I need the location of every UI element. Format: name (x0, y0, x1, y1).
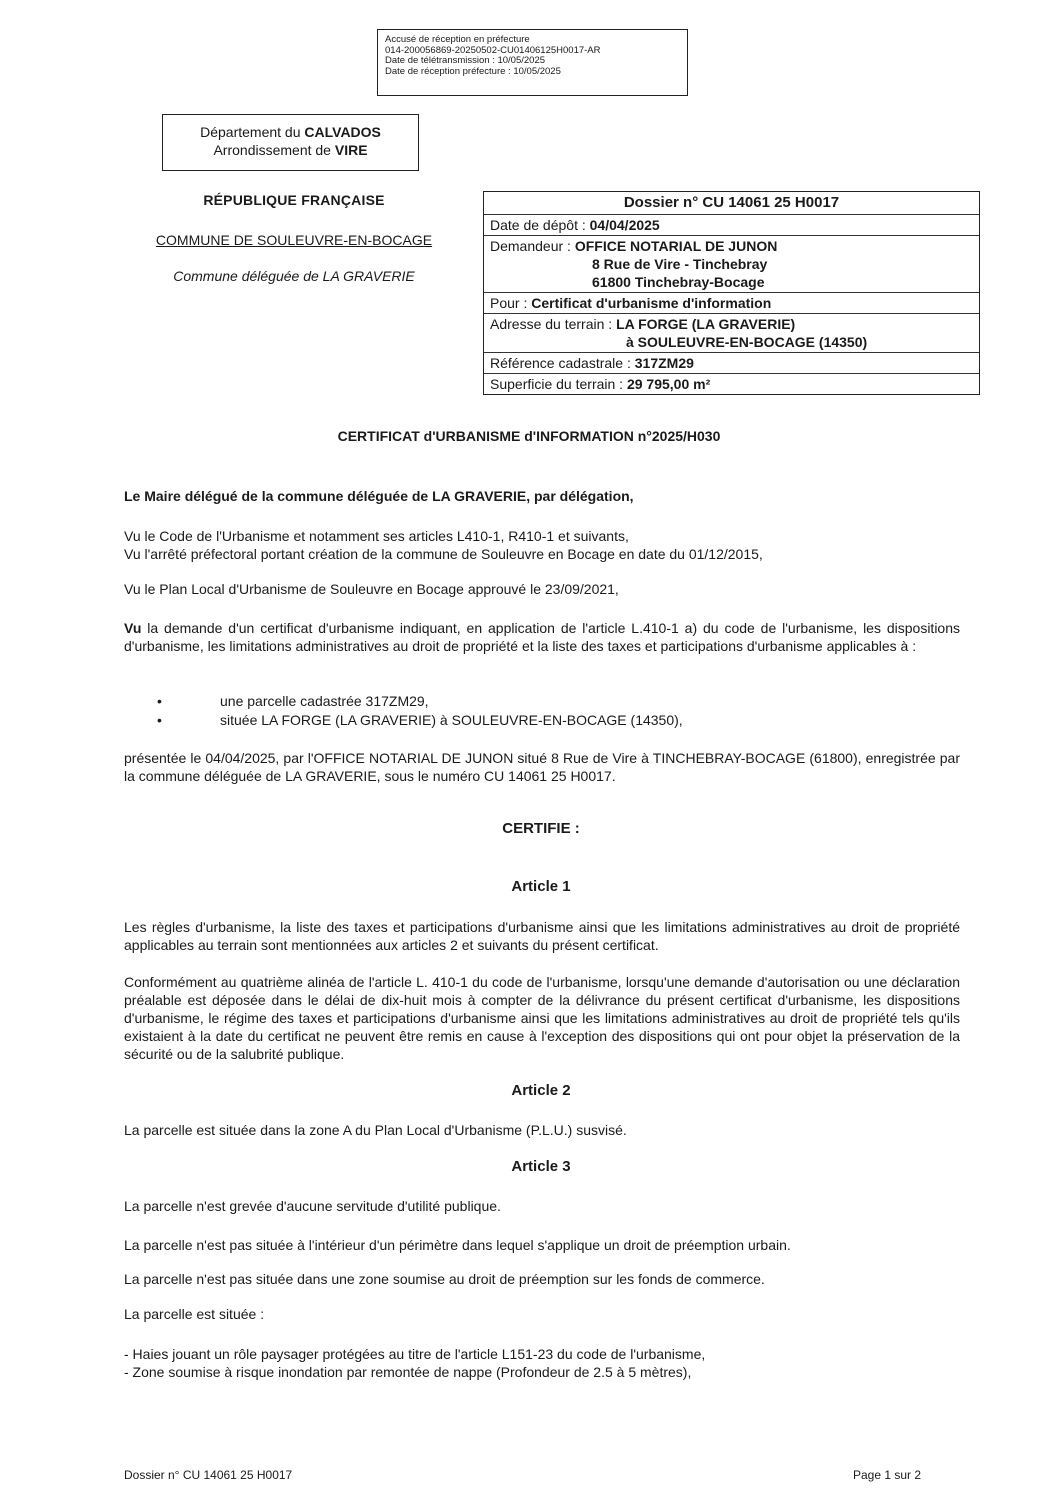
receipt-line: 014-200056869-20250502-CU01406125H0017-AR (385, 44, 601, 56)
footer-page-number: Page 1 sur 2 (853, 1468, 922, 1482)
vu-paragraph-3: Vu la demande d'un certificat d'urbanisme indiquant, en application de l'article L.410-1 a) du code de l'urbanisme, les dispositions d'urbanisme, les limitations administratives au droit de propriété et la liste des taxes et participations d'urbanisme applicables à : (124, 620, 960, 654)
vu-paragraph-1: Vu le Code de l'Urbanisme et notamment ses articles L410-1, R410-1 et suivants, Vu l'arrêté préfectoral portant création de la commune de Souleuvre en Bocage en date du 01/12/2015, (124, 528, 763, 562)
commune-heading: COMMUNE DE SOULEUVRE-EN-BOCAGE (155, 232, 433, 248)
article-2-heading: Article 2 (511, 1082, 571, 1099)
article-3-heading: Article 3 (511, 1158, 571, 1175)
certificate-title: CERTIFICAT d'URBANISME d'INFORMATION n°2025/H030 (337, 428, 721, 444)
article-1-heading: Article 1 (511, 878, 571, 895)
article-2-paragraph: La parcelle est située dans la zone A du Plan Local d'Urbanisme (P.L.U.) susvisé. (124, 1122, 627, 1138)
receipt-line: Accusé de réception en préfecture (385, 34, 530, 45)
department-line: Département du CALVADOS (200, 124, 381, 140)
department-box (162, 114, 419, 171)
article-3-list-item: - Zone soumise à risque inondation par remontée de nappe (Profondeur de 2.5 à 5 mètres), (124, 1364, 692, 1380)
commune-deleguee: Commune déléguée de LA GRAVERIE (173, 268, 415, 284)
article-3-list-item: - Haies jouant un rôle paysager protégées au titre de l'article L151-23 du code de l'urbanisme, (124, 1346, 706, 1362)
pour-row: Pour : Certificat d'urbanisme d'information (484, 292, 979, 313)
prefecture-receipt-box (377, 29, 688, 96)
receipt-line: Date de télétransmission : 10/05/2025 (385, 55, 546, 66)
dossier-info-table (483, 191, 980, 395)
bullet-icon: • (157, 712, 162, 728)
footer-dossier: Dossier n° CU 14061 25 H0017 (124, 1468, 293, 1482)
vu-paragraph-2: Vu le Plan Local d'Urbanisme de Souleuvre en Bocage approuvé le 23/09/2021, (124, 581, 619, 597)
intro-line: Le Maire délégué de la commune déléguée de LA GRAVERIE, par délégation, (124, 488, 634, 504)
article-1-paragraph-1: Les règles d'urbanisme, la liste des taxes et participations d'urbanisme ainsi que les limitations administratives au droit de propriété applicables au terrain sont mentionnées aux articles 2 et suivants du présent certificat. (124, 919, 960, 953)
bullet-item: une parcelle cadastrée 317ZM29, (220, 693, 429, 709)
article-3-paragraph-1: La parcelle n'est grevée d'aucune servitude d'utilité publique. (124, 1198, 501, 1214)
demandeur-row: Demandeur : OFFICE NOTARIAL DE JUNON 8 Rue de Vire - Tinchebray 61800 Tinchebray-Bocage (484, 235, 979, 292)
article-1-paragraph-2: Conformément au quatrième alinéa de l'article L. 410-1 du code de l'urbanisme, lorsqu'une demande d'autorisation ou une déclaration préalable est déposée dans le délai de dix-huit mois à compter de la délivrance du présent certificat d'urbanisme, les dispositions d'urbanisme, le régime des taxes et participations d'urbanisme ainsi que les limitations administratives au droit de propriété tels qu'ils existaient à la date du certificat ne peuvent être remis en cause à l'exception des dispositions qui ont pour objet la préservation de la sécurité ou de la salubrité publique. (124, 974, 960, 1062)
receipt-line: Date de réception préfecture : 10/05/2025 (385, 65, 561, 77)
article-3-paragraph-3: La parcelle n'est pas située dans une zone soumise au droit de préemption sur les fonds de commerce. (124, 1271, 765, 1287)
article-3-paragraph-4: La parcelle est située : (124, 1306, 265, 1322)
republique-heading: RÉPUBLIQUE FRANÇAISE (203, 192, 385, 208)
superficie-row: Superficie du terrain : 29 795,00 m² (484, 373, 979, 394)
reference-row: Référence cadastrale : 317ZM29 (484, 352, 979, 373)
date-depot-row: Date de dépôt : 04/04/2025 (484, 214, 979, 235)
certifie-heading: CERTIFIE : (502, 820, 580, 837)
dossier-number: Dossier n° CU 14061 25 H0017 (623, 194, 840, 211)
article-3-paragraph-2: La parcelle n'est pas située à l'intérieur d'un périmètre dans lequel s'applique un droit de préemption urbain. (124, 1237, 791, 1253)
arrondissement-line: Arrondissement de VIRE (213, 142, 368, 158)
bullet-item: située LA FORGE (LA GRAVERIE) à SOULEUVRE-EN-BOCAGE (14350), (220, 712, 683, 728)
presentee-paragraph: présentée le 04/04/2025, par l'OFFICE NOTARIAL DE JUNON situé 8 Rue de Vire à TINCHEBRAY-BOCAGE (61800), enregistrée par la commune déléguée de LA GRAVERIE, sous le numéro CU 14061 25 H0017. (124, 750, 960, 784)
adresse-row: Adresse du terrain : LA FORGE (LA GRAVERIE) à SOULEUVRE-EN-BOCAGE (14350) (484, 313, 979, 352)
bullet-icon: • (157, 693, 162, 709)
